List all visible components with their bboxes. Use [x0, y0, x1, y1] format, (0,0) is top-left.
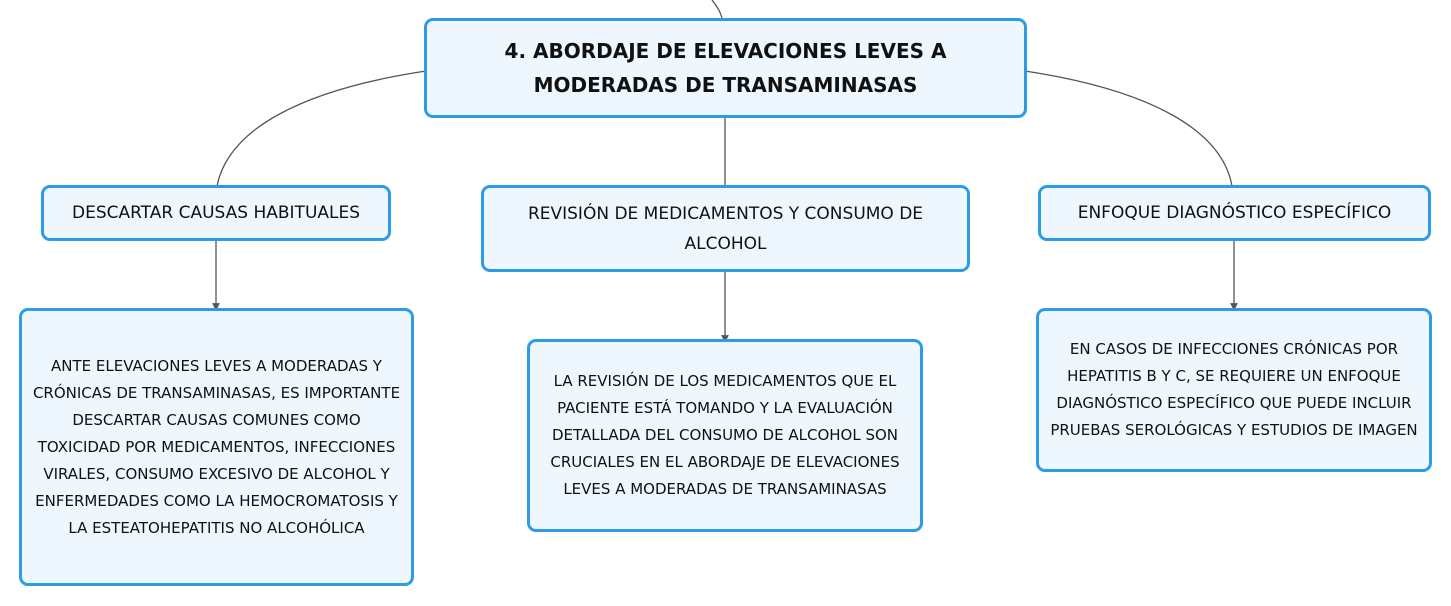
topic-node-label: ENFOQUE DIAGNÓSTICO ESPECÍFICO — [1077, 203, 1392, 223]
detail-node-text: ANTE ELEVACIONES LEVES A MODERADAS Y CRÓNICAS DE TRANSAMINASAS, ES IMPORTANTE DESCARTAR CAUSAS COMUNES COMO TOXICIDAD POR MEDICAMENTOS, INFECCIONES VIRALES, CONSUMO EXCESIVO DE ALCOHOL Y ENFERMEDADES COMO LA HEMOCROMATOSIS Y LA ESTEATOHEPATITIS NO ALCOHÓLICA — [32, 356, 401, 537]
root-node[interactable] — [424, 18, 1027, 118]
topic-node-revision-medicamentos[interactable] — [481, 185, 970, 272]
connector-root-to-topic-3 — [1025, 71, 1232, 186]
detail-node-revision-medicamentos[interactable] — [527, 339, 923, 532]
root-node-title: 4. ABORDAJE DE ELEVACIONES LEVES A MODERADAS DE TRANSAMINASAS — [504, 39, 947, 97]
connector-parent-to-root — [712, 0, 722, 18]
topic-node-enfoque-diagnostico[interactable] — [1038, 185, 1431, 241]
topic-node-descartar-causas[interactable] — [41, 185, 391, 241]
detail-node-text: EN CASOS DE INFECCIONES CRÓNICAS POR HEPATITIS B Y C, SE REQUIERE UN ENFOQUE DIAGNÓSTICO ESPECÍFICO QUE PUEDE INCLUIR PRUEBAS SEROLÓGICAS Y ESTUDIOS DE IMAGEN — [1050, 340, 1418, 439]
detail-node-descartar-causas[interactable] — [19, 308, 414, 586]
detail-node-enfoque-diagnostico[interactable] — [1036, 308, 1432, 472]
topic-node-label: DESCARTAR CAUSAS HABITUALES — [71, 203, 361, 223]
connector-root-to-topic-1 — [217, 71, 426, 186]
topic-node-label: REVISIÓN DE MEDICAMENTOS Y CONSUMO DE ALCOHOL — [527, 203, 924, 254]
detail-node-text: LA REVISIÓN DE LOS MEDICAMENTOS QUE EL PACIENTE ESTÁ TOMANDO Y LA EVALUACIÓN DETALLADA DEL CONSUMO DE ALCOHOL SON CRUCIALES EN EL ABORDAJE DE ELEVACIONES LEVES A MODERADAS DE TRANSAMINASAS — [550, 372, 900, 498]
